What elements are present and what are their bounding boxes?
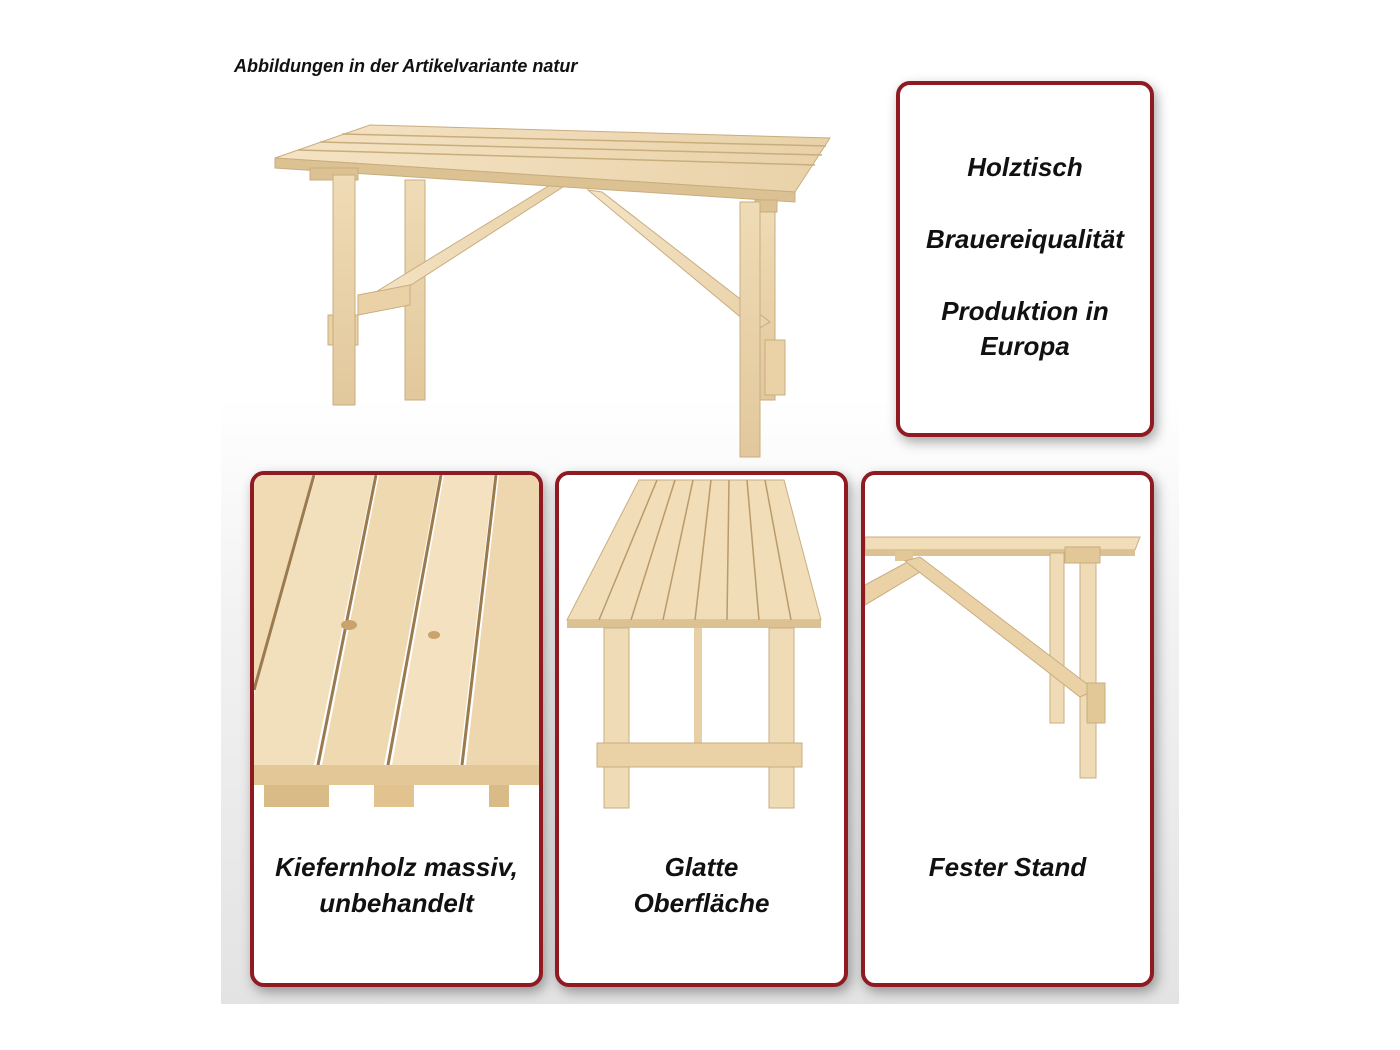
table-main-image bbox=[270, 110, 840, 460]
card3-label: Fester Stand bbox=[928, 852, 1087, 882]
feature-holztisch: Holztisch bbox=[967, 152, 1083, 182]
table-side-view-image bbox=[865, 475, 1150, 815]
detail-card-fester-stand bbox=[861, 471, 1154, 987]
card2-label-line2: Oberfläche bbox=[633, 888, 770, 918]
wood-grain-closeup-image bbox=[254, 475, 539, 815]
card2-label-line1: Glatte bbox=[664, 852, 739, 882]
feature-produktion-line2: Europa bbox=[980, 331, 1070, 361]
detail-card-oberflaeche bbox=[555, 471, 848, 987]
card1-label-line2: unbehandelt bbox=[319, 888, 474, 918]
table-front-view-image bbox=[559, 475, 844, 815]
feature-produktion-line1: Produktion in bbox=[941, 296, 1109, 326]
detail-card-kiefernholz bbox=[250, 471, 543, 987]
feature-brauereiqualitaet: Brauereiqualität bbox=[926, 224, 1124, 254]
image-caption: Abbildungen in der Artikelvariante natur bbox=[234, 56, 578, 76]
card1-label-line1: Kiefernholz massiv, bbox=[275, 852, 518, 882]
features-card bbox=[896, 81, 1154, 437]
